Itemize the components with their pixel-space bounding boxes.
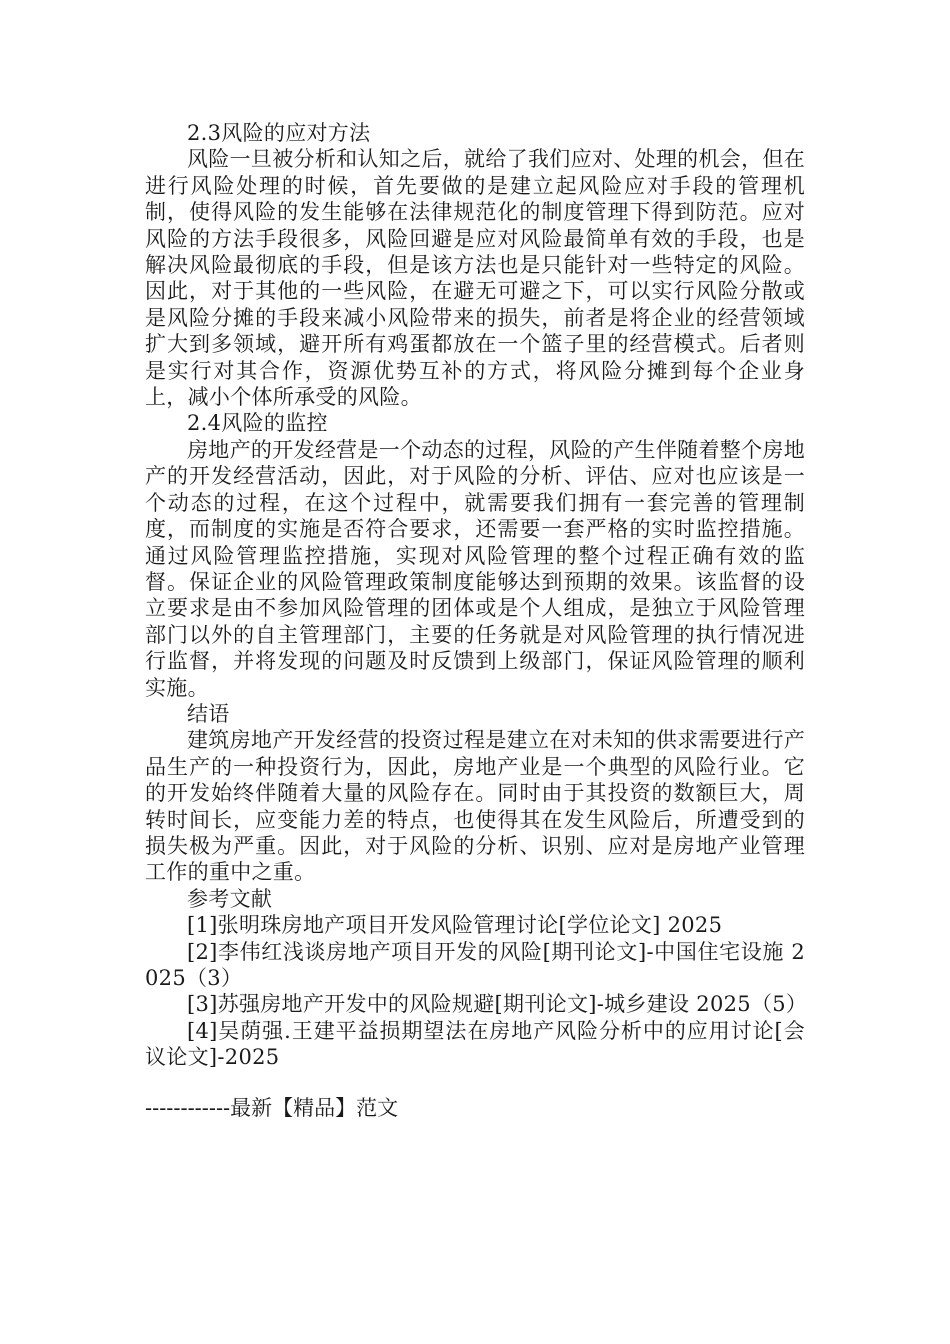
reference-item-3: [3]苏强房地产开发中的风险规避[期刊论文]-城乡建设 2025（5）: [187, 992, 808, 1017]
section-2-4-heading: 2.4风险的监控: [187, 411, 328, 436]
reference-item-4: [4]吴荫强.王建平益损期望法在房地产风险分析中的应用讨论[会议论文]-2025: [145, 1018, 805, 1070]
references-heading: 参考文献: [187, 886, 273, 911]
section-2-3-heading: 2.3风险的应对方法: [187, 121, 371, 145]
reference-item-1: [1]张明珠房地产项目开发风险管理讨论[学位论文] 2025: [187, 913, 723, 938]
document-body: [145, 120, 808, 1071]
section-2-4-paragraph: 房地产的开发经营是一个动态的过程，风险的产生伴随着整个房地产的开发经营活动，因此，对于风险的分析、评估、应对也应该是一个动态的过程，在这个过程中，就需要我们拥有一套完善的管理制度，而制度的实施是否符合要求，还需要一套严格的实时监控措施。通过风险管理监控措施，实现对风险管理的整个过程正确有效的监督。保证企业的风险管理政策制度能够达到预期的效果。该监督的设立要求是由不参加风险管理的团体或是个人组成，是独立于风险管理部门以外的自主管理部门，主要的任务就是对风险管理的执行情况进行监督，并将发现的问题及时反馈到上级部门，保证风险管理的顺利实施。: [145, 437, 805, 700]
reference-item-2: [2]李伟红浅谈房地产项目开发的风险[期刊论文]-中国住宅设施 2025（3）: [145, 939, 805, 990]
conclusion-paragraph: 建筑房地产开发经营的投资过程是建立在对未知的供求需要进行产品生产的一种投资行为，因此，房地产业是一个典型的风险行业。它的开发始终伴随着大量的风险存在。同时由于其投资的数额巨大，周转时间长，应变能力差的特点，也使得其在发生风险后，所遭受到的损失极为严重。因此，对于风险的分析、识别、应对是房地产业管理工作的重中之重。: [145, 728, 805, 885]
page-footer: ------------最新【精品】范文: [145, 1096, 399, 1120]
section-2-3-paragraph: 风险一旦被分析和认知之后，就给了我们应对、处理的机会，但在进行风险处理的时候，首先要做的是建立起风险应对手段的管理机制，使得风险的发生能够在法律规范化的制度管理下得到防范。应对风险的方法手段很多，风险回避是应对风险最简单有效的手段，也是解决风险最彻底的手段，但是该方法也是只能针对一些特定的风险。因此，对于其他的一些风险，在避无可避之下，可以实行风险分散或是风险分摊的手段来减小风险带来的损失，前者是将企业的经营领域扩大到多领域，避开所有鸡蛋都放在一个篮子里的经营模式。后者则是实行对其合作，资源优势互补的方式，将风险分摊到每个企业身上，减小个体所承受的风险。: [145, 147, 805, 410]
conclusion-heading: 结语: [187, 701, 230, 726]
